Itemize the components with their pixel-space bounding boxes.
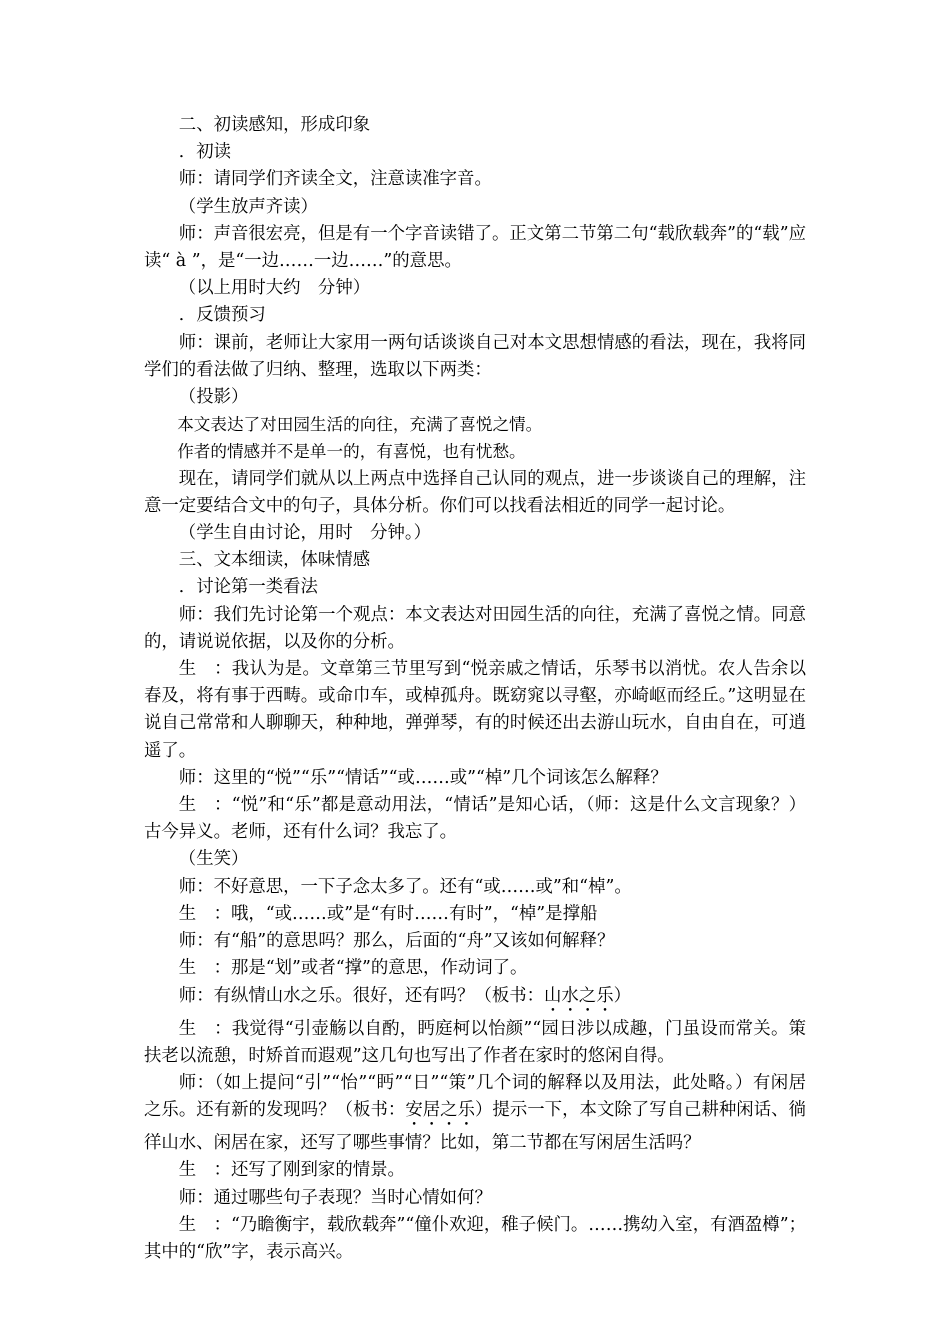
paragraph: 师：我们先讨论第一个观点：本文表达对田园生活的向往，充满了喜悦之情。同意的，请说说依据，以及你的分析。 <box>144 604 806 652</box>
paragraph: （学生放声齐读） <box>178 196 318 217</box>
paragraph: 生 ：“悦”和“乐”都是意动用法，“情话”是知心话，（师：这是什么文言现象？）古今异义。老师，还有什么词？我忘了。 <box>144 795 806 843</box>
paragraph-text: ）提示一下，本文除了写自己耕种闲话、徜徉山水、闲居在家，还写了哪些事情？比如，第二节都在写闲居生活吗？ <box>144 1100 806 1154</box>
paragraph: 生 ：我觉得“引壶觞以自酌，眄庭柯以怡颜”“园日涉以成趣，门虽设而常关。策扶老以流憩，时矫首而遐观”这几句也写出了作者在家时的悠闲自得。 <box>144 1018 806 1066</box>
section-heading: 三、文本细读，体味情感 <box>178 550 371 571</box>
paragraph <box>144 983 806 1016</box>
paragraph: 生 ：“乃瞻衡宇，载欣载奔”“僮仆欢迎，稚子候门。……携幼入室，有酒盈樽”；其中的“欣”字，表示高兴。 <box>144 1214 806 1262</box>
paragraph: 生 ：哦，“或……或”是“有时……有时”，“棹”是撑船 <box>178 903 598 924</box>
paragraph: 生 ：那是“划”或者“撑”的意思，作动词了。 <box>178 958 528 979</box>
section-heading: 二、初读感知，形成印象 <box>178 115 371 135</box>
paragraph: 师：声音很宏亮，但是有一个字音读错了。正文第二节第二句“载欣载奔”的“载”应读“ à ”，是“一边……一边……”的意思。 <box>144 223 806 272</box>
paragraph-text: 师：有纵情山水之乐。很好，还有吗？（板书： <box>178 985 545 1006</box>
subsection-heading: ．反馈预习 <box>178 305 266 326</box>
paragraph: 生 ：我认为是。文章第三节里写到“悦亲戚之情话，乐琴书以消忧。农人告余以春及，将有事于西畴。或命巾车，或棹孤舟。既窈窕以寻壑，亦崎岖而经丘。”这明显在说自己常常和人聊聊天，种种地，弹弹琴，有的时候还出去游山玩水，自由自在，可逍遥了。 <box>144 659 806 761</box>
paragraph: 生 ：还写了刚到家的情景。 <box>178 1160 405 1181</box>
paragraph-text: ） <box>613 985 631 1006</box>
paragraph <box>144 1070 806 1157</box>
paragraph: 师：这里的“悦”“乐”“情话”“或……或”“棹”几个词该怎么解释？ <box>178 767 668 788</box>
blackboard-note: 山水之乐 <box>544 985 614 1006</box>
paragraph: （以上用时大约 分钟） <box>178 278 371 299</box>
paragraph: 现在，请同学们就从以上两点中选择自己认同的观点，进一步谈谈自己的理解，注意一定要结合文中的句子，具体分析。你们可以找看法相近的同学一起讨论。 <box>144 468 806 516</box>
paragraph: 师：课前，老师让大家用一两句话谈谈自己对本文思想情感的看法，现在，我将同学们的看法做了归纳、整理，选取以下两类： <box>144 332 806 380</box>
paragraph: 师：通过哪些句子表现？当时心情如何？ <box>178 1187 492 1208</box>
paragraph-text: 师：（如上提问“引”“怡”“眄”“日”“策”几个词的解释以及用法，此处略。）有闲居之乐。还有新的发现吗？（板书： <box>144 1072 806 1121</box>
paragraph: （生笑） <box>178 849 249 870</box>
paragraph: 师：不好意思，一下子念太多了。还有“或……或”和“棹”。 <box>178 876 632 897</box>
paragraph: 师：有“船”的意思吗？那么，后面的“舟”又该如何解释？ <box>178 931 615 952</box>
paragraph: （学生自由讨论，用时 分钟。） <box>178 523 431 544</box>
paragraph: 师：请同学们齐读全文，注意读准字音。 <box>178 169 492 190</box>
blackboard-note: 安居之乐 <box>405 1100 475 1121</box>
paragraph: （投影） <box>178 387 249 408</box>
subsection-heading: ．讨论第一类看法 <box>178 577 318 598</box>
subsection-heading: ．初读 <box>178 142 231 163</box>
projection-text: 本文表达了对田园生活的向往，充满了喜悦之情。 <box>177 415 543 435</box>
document-page <box>144 112 806 1266</box>
projection-text: 作者的情感并不是单一的，有喜悦，也有忧愁。 <box>177 442 526 462</box>
